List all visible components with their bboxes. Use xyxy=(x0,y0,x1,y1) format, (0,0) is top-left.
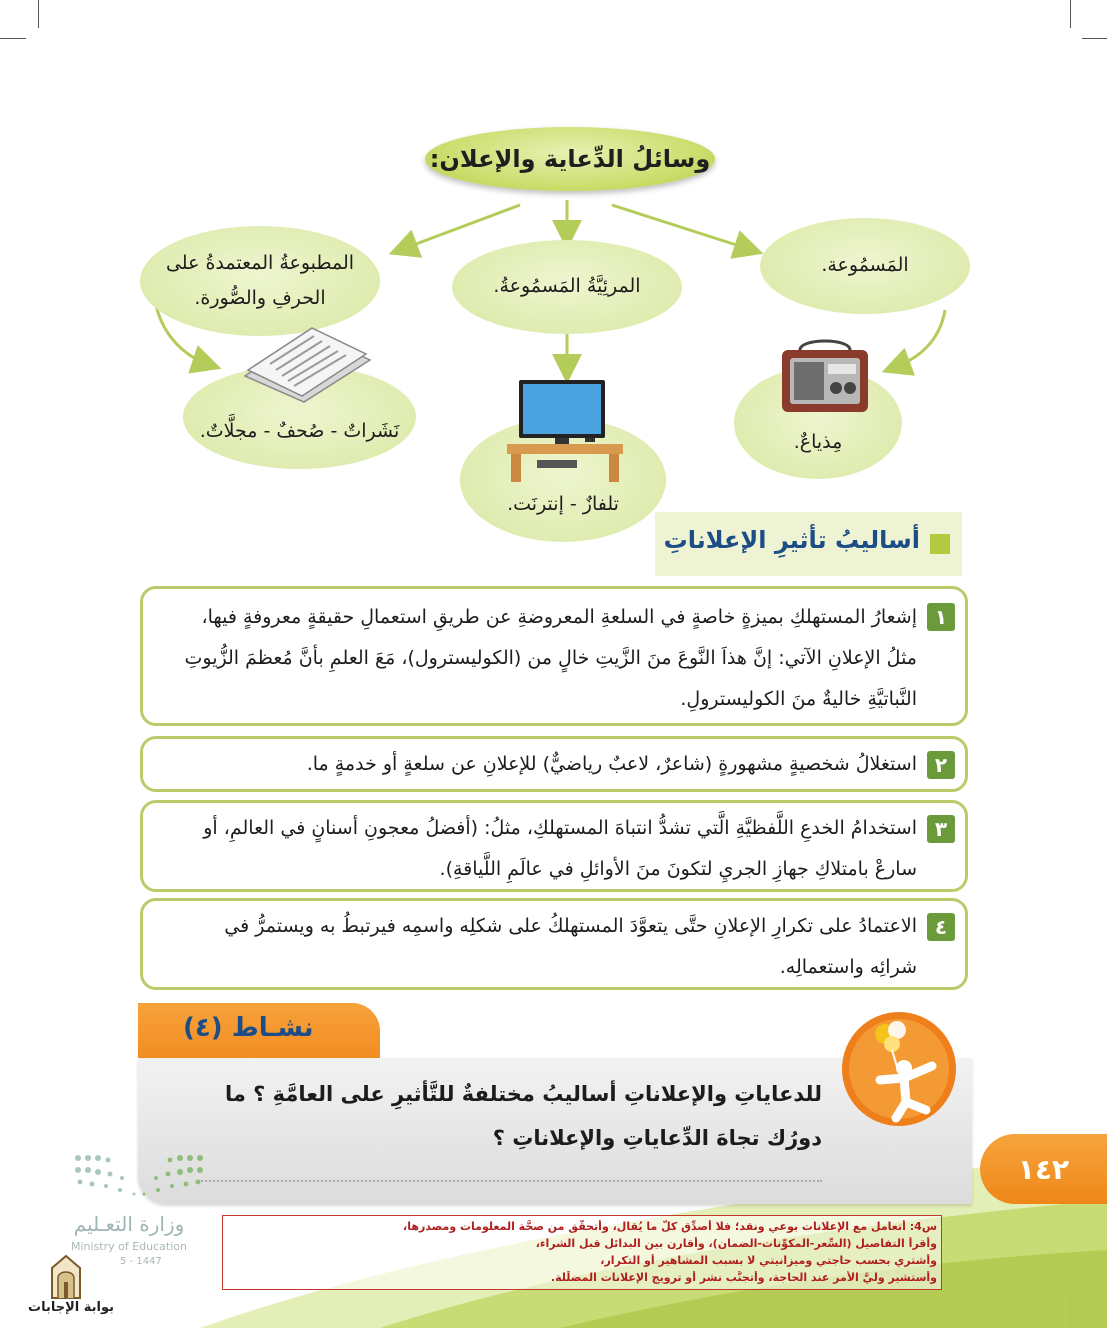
category-print xyxy=(140,226,380,336)
text-line: مثلُ الإعلانِ الآتي: إنَّ هذاَ النَّوعَ منَ الزَّيتِ خالٍ من (الكوليسترول)، مَعَ العلمِ بأنَّ مُعظمَ الزُّيوتِ xyxy=(184,647,917,669)
bullet-square-icon xyxy=(930,534,950,554)
activity-label: نشـاط (٤) xyxy=(183,1013,314,1043)
method-box-1 xyxy=(140,586,968,726)
method-box-2 xyxy=(140,736,968,792)
category-print-line1: المطبوعةُ المعتمدةُ على xyxy=(165,251,355,274)
activity-question xyxy=(162,1072,822,1160)
diagram-title: وسائلُ الدِّعاية والإعلان: xyxy=(425,127,715,191)
method-number: ١ xyxy=(927,603,955,631)
category-audio xyxy=(760,218,970,314)
text-line: إشعارُ المستهلكِ بميزةٍ خاصةٍ في السلعةِ المعروضةِ عن طريقِ استعمالِ حقيقةٍ معروفةٍ فيها، xyxy=(201,606,917,628)
ministry-year: 5 - 1447 xyxy=(120,1256,162,1267)
method-number: ٢ xyxy=(927,751,955,779)
ministry-name-en: Ministry of Education xyxy=(70,1240,187,1253)
text-line: شرائِه واستعمالِه. xyxy=(779,956,917,978)
method-text xyxy=(159,744,917,785)
answer-line: س4: أتعامل مع الإعلانات بوعي ونقد؛ فلا أصدِّق كلَّ ما يُقال، وأتحقَّق من صحَّة المعلومات ومصدرها، xyxy=(403,1220,937,1233)
answer-line: وأستشير وليَّ الأمر عند الحاجة، وأتجنَّب نشر أو ترويج الإعلانات المضلِّلة. xyxy=(550,1271,937,1284)
example-visual-label: تلفازٌ - إنترنَت. xyxy=(507,493,619,516)
question-line: للدعاياتِ والإعلاناتِ أساليبُ مختلفةٌ للتَّأثيرِ على العامَّةِ ؟ ما xyxy=(224,1082,822,1106)
portal-label: بوابة الإجابات xyxy=(28,1300,114,1315)
activity-person-icon xyxy=(840,1010,958,1128)
method-number: ٣ xyxy=(927,815,955,843)
text-line: الاعتمادُ على تكرارِ الإعلانِ حتَّى يتعوَّدَ المستهلكُ على شكلِه واسمِه فيرتبطُ به ويستمرُّ في xyxy=(224,915,917,937)
question-line: دورُك تجاهَ الدِّعاياتِ والإعلاناتِ ؟ xyxy=(492,1126,822,1150)
category-visual-label: المرئِيَّةُ المَسمُوعةُ. xyxy=(493,275,641,298)
category-print-line2: الحرفِ والصُّورة. xyxy=(194,287,326,309)
ministry-logo xyxy=(60,1150,210,1265)
method-box-3 xyxy=(140,800,968,892)
example-audio-label: مِذياعٌ. xyxy=(793,431,843,454)
method-text xyxy=(159,906,917,988)
answer-line: وأشتري بحسب حاجتي وميزانيتي لا بسبب المشاهير أو التكرار، xyxy=(600,1254,937,1267)
newspaper-icon xyxy=(240,324,375,404)
method-number: ٤ xyxy=(927,913,955,941)
example-print-label: نَشَراتٌ - صُحفٌ - مجلَّاتٌ. xyxy=(199,420,400,443)
category-audio-label: المَسمُوعة. xyxy=(821,254,909,277)
radio-icon xyxy=(780,336,870,414)
text-line: استغلالُ شخصيةٍ مشهورةٍ (شاعرٌ، لاعبٌ رياضيٌّ) للإعلانِ عن سلعةٍ أو خدمةٍ ما. xyxy=(306,753,917,775)
answer-dotted-line xyxy=(198,1180,822,1182)
method-text xyxy=(159,808,917,890)
section-title: أساليبُ تأثيرِ الإعلاناتِ xyxy=(663,526,920,554)
page-number: ١٤٢ xyxy=(980,1134,1107,1204)
ministry-dots-icon xyxy=(70,1150,210,1206)
portal-logo-icon xyxy=(44,1254,88,1300)
category-visual xyxy=(452,240,682,334)
answer-line: وأقرأ التفاصيل (السِّعر-المكوِّنات-الضمان)، وأقارن بين البدائل قبل الشراء، xyxy=(535,1237,937,1250)
section-heading xyxy=(655,512,962,576)
text-line: استخدامُ الخدعِ اللَّفظيَّةِ الَّتي تشدُّ انتباهَ المستهلكِ، مثلُ: (أفضلُ معجونِ أسنانٍ في العالمِ، أو xyxy=(203,817,917,839)
tv-icon xyxy=(505,378,625,483)
text-line: سارعْ بامتلاكِ جهازِ الجريِ لتكونَ منَ الأوائلِ في عالَمِ اللَّياقةِ). xyxy=(439,858,917,880)
ministry-name-ar: وزارة التعـليم xyxy=(73,1212,185,1236)
method-text xyxy=(159,597,917,720)
answer-box xyxy=(222,1215,942,1290)
text-line: النَّباتيَّةِ خاليةٌ منَ الكوليسترولِ. xyxy=(680,688,917,710)
method-box-4 xyxy=(140,898,968,990)
